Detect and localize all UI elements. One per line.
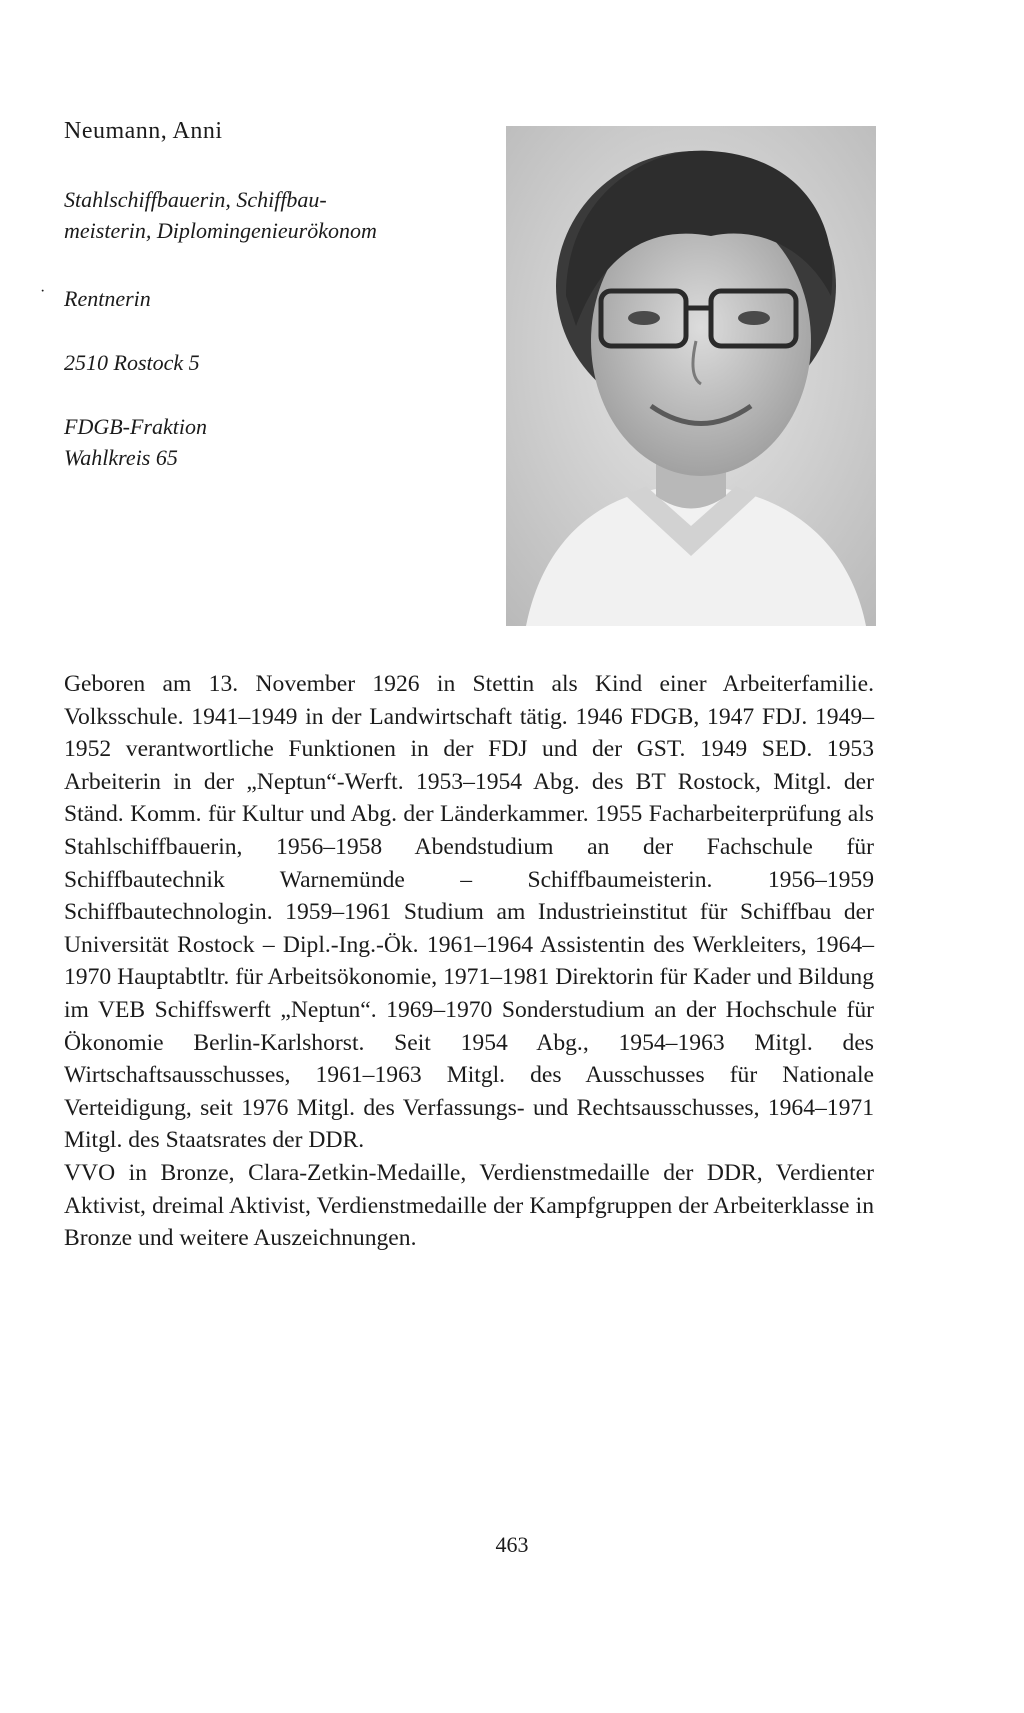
current-status: Rentnerin xyxy=(64,286,151,311)
constituency: Wahlkreis 65 xyxy=(64,445,178,470)
portrait-icon xyxy=(506,126,876,626)
portrait-photo xyxy=(506,126,876,626)
page-number: 463 xyxy=(495,1532,529,1557)
faction: FDGB-Fraktion xyxy=(64,414,207,439)
biography xyxy=(64,668,874,1255)
entry-name: Neumann, Anni xyxy=(64,118,223,144)
occupation xyxy=(64,184,377,246)
occupation-line-2: meisterin, Diplomingenieurökonom xyxy=(64,218,377,243)
biography-paragraph-2: VVO in Bronze, Clara-Zetkin-Medaille, Verdienstmedaille der DDR, Verdienter Aktivist, dreimal Aktivist, Verdienstmedaille der Kampfgruppen der Arbeiterklasse in Bronze und weitere Auszeichnungen. xyxy=(64,1159,874,1252)
address: 2510 Rostock 5 xyxy=(64,350,200,375)
margin-dot: · xyxy=(40,283,46,300)
occupation-line-1: Stahlschiffbauerin, Schiffbau- xyxy=(64,187,327,212)
biography-paragraph-1: Geboren am 13. November 1926 in Stettin als Kind einer Arbeiterfamilie. Volksschule. 1941–1949 in der Landwirtschaft tätig. 1946 FDGB, 1947 FDJ. 1949–1952 verantwortliche Funktionen in der FDJ und der GST. 1949 SED. 1953 Arbeiterin in der „Neptun“-Werft. 1953–1954 Abg. des BT Rostock, Mitgl. der Ständ. Komm. für Kultur und Abg. der Länderkammer. 1955 Facharbeiterprüfung als Stahlschiffbauerin, 1956–1958 Abendstudium an der Fachschule für Schiffbautechnik Warnemünde – Schiffbaumeisterin. 1956–1959 Schiffbautechnologin. 1959–1961 Studium am Industrieinstitut für Schiffbau der Universität Rostock – Dipl.-Ing.-Ök. 1961–1964 Assistentin des Werkleiters, 1964–1970 Hauptabtltr. für Arbeitsökonomie, 1971–1981 Direktorin für Kader und Bildung im VEB Schiffswerft „Neptun“. 1969–1970 Sonderstudium an der Hochschule für Ökonomie Berlin-Karlshorst. Seit 1954 Abg., 1954–1963 Mitgl. des Wirtschaftsausschusses, 1961–1963 Mitgl. des Ausschusses für Nationale Verteidigung, seit 1976 Mitgl. des Verfassungs- und Rechtsausschusses, 1964–1971 Mitgl. des Staatsrates der DDR. xyxy=(64,671,874,1154)
faction-block xyxy=(64,411,207,473)
